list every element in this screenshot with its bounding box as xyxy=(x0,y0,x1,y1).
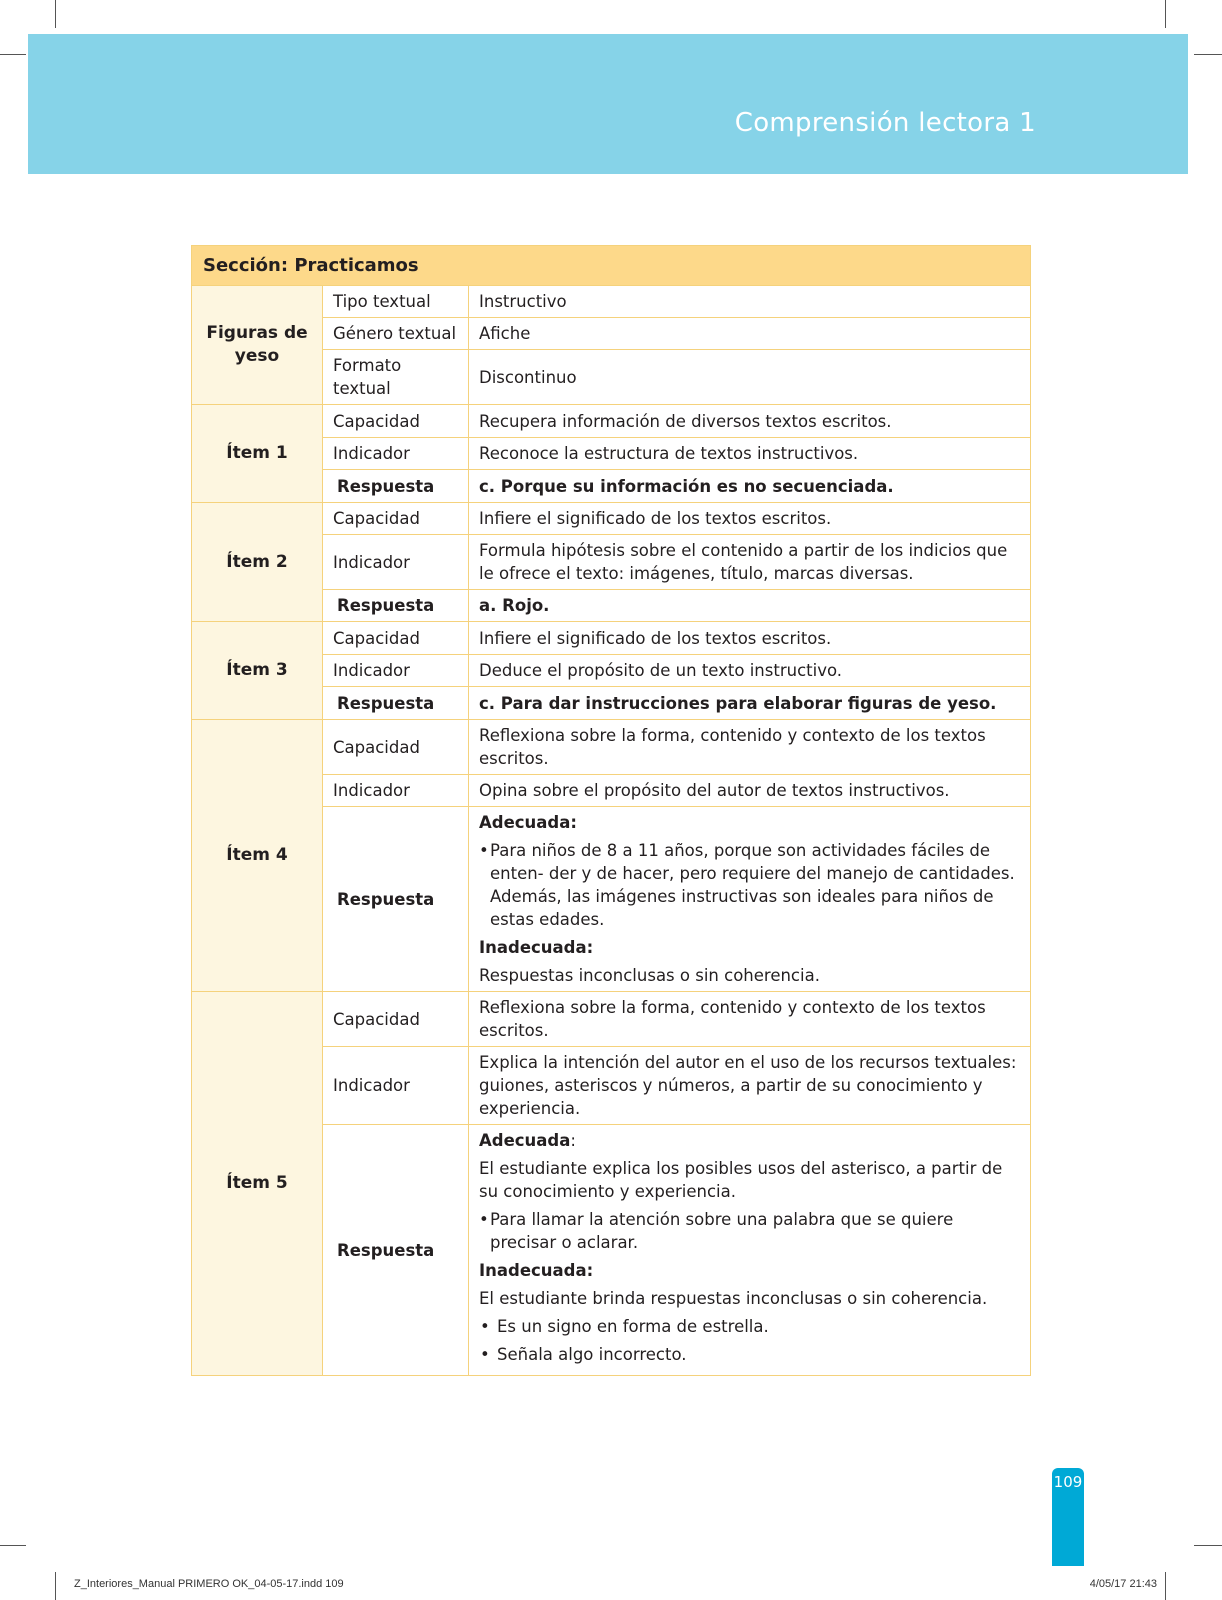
crop-mark xyxy=(55,0,56,28)
crop-mark xyxy=(0,1545,26,1546)
adecuada-text: El estudiante explica los posibles usos del asterisco, a partir de su conocimiento y experiencia. xyxy=(479,1159,1003,1201)
page-number: 109 xyxy=(1053,1473,1083,1491)
row-label: Respuesta xyxy=(323,1125,469,1376)
bullet-text: Para llamar la atención sobre una palabra que se quiere precisar o aclarar. xyxy=(490,1210,954,1252)
row-value: Reconoce la estructura de textos instructivos. xyxy=(469,438,1031,470)
row-label: Género textual xyxy=(323,318,469,350)
section-title: Sección: Practicamos xyxy=(192,246,1031,286)
bullet-marker: • xyxy=(480,1317,490,1336)
row-label: Indicador xyxy=(323,775,469,807)
row-label: Capacidad xyxy=(323,405,469,438)
row-label: Respuesta xyxy=(323,470,469,503)
file-slug: Z_Interiores_Manual PRIMERO OK_04-05-17.indd 109 xyxy=(74,1578,344,1590)
table-row xyxy=(192,622,1031,655)
adecuada-heading-line xyxy=(479,1129,1020,1152)
bullet-item xyxy=(479,1343,1020,1366)
crop-mark xyxy=(55,1572,56,1600)
answer-value: c. Porque su información es no secuenciada. xyxy=(469,470,1031,503)
table-row xyxy=(192,720,1031,775)
row-label: Respuesta xyxy=(323,590,469,622)
table-row xyxy=(192,405,1031,438)
group-cell-item-3: Ítem 3 xyxy=(192,622,323,720)
answer-block xyxy=(469,807,1031,992)
row-value: Explica la intención del autor en el uso de los recursos textuales: guiones, asteriscos y números, a partir de su conocimiento y experiencia. xyxy=(469,1047,1031,1125)
row-label: Formato textual xyxy=(323,350,469,405)
table-row xyxy=(192,503,1031,535)
table-row xyxy=(192,286,1031,318)
row-value: Opina sobre el propósito del autor de textos instructivos. xyxy=(469,775,1031,807)
table-row xyxy=(192,992,1031,1047)
row-value: Recupera información de diversos textos escritos. xyxy=(469,405,1031,438)
crop-mark xyxy=(1165,1572,1166,1600)
adecuada-heading: Adecuada xyxy=(479,1131,571,1150)
row-value: Reflexiona sobre la forma, contenido y contexto de los textos escritos. xyxy=(469,720,1031,775)
inadecuada-text: Respuestas inconclusas o sin coherencia. xyxy=(479,966,820,985)
bullet-item xyxy=(479,839,1020,931)
bullet-item xyxy=(479,1208,1020,1254)
group-cell-item-2: Ítem 2 xyxy=(192,503,323,622)
row-label: Indicador xyxy=(323,655,469,687)
crop-mark xyxy=(0,54,26,55)
inadecuada-heading: Inadecuada: xyxy=(479,1261,594,1280)
bullet-marker: • xyxy=(479,841,489,860)
bullet-marker: • xyxy=(479,1210,489,1229)
row-label: Indicador xyxy=(323,438,469,470)
section-header-row xyxy=(192,246,1031,286)
row-value: Infiere el significado de los textos escritos. xyxy=(469,622,1031,655)
inadecuada-text: El estudiante brinda respuestas inconclusas o sin coherencia. xyxy=(479,1289,988,1308)
row-label: Respuesta xyxy=(323,807,469,992)
date-slug: 4/05/17 21:43 xyxy=(1089,1578,1157,1590)
answer-block xyxy=(469,1125,1031,1376)
row-value: Afiche xyxy=(469,318,1031,350)
row-label: Capacidad xyxy=(323,622,469,655)
group-cell-item-4: Ítem 4 xyxy=(192,720,323,992)
crop-mark xyxy=(1194,1545,1222,1546)
row-value: Discontinuo xyxy=(469,350,1031,405)
crop-mark xyxy=(1194,54,1222,55)
bullet-text: Es un signo en forma de estrella. xyxy=(497,1317,769,1336)
row-value: Reflexiona sobre la forma, contenido y contexto de los textos escritos. xyxy=(469,992,1031,1047)
adecuada-colon: : xyxy=(570,1131,576,1150)
row-label: Indicador xyxy=(323,535,469,590)
practice-table xyxy=(191,245,1031,1376)
bullet-marker: • xyxy=(480,1345,490,1364)
bullet-item xyxy=(479,1315,1020,1338)
group-cell-item-1: Ítem 1 xyxy=(192,405,323,503)
page-header-title: Comprensión lectora 1 xyxy=(734,108,1036,138)
row-value: Formula hipótesis sobre el contenido a partir de los indicios que le ofrece el texto: imágenes, título, marcas diversas. xyxy=(469,535,1031,590)
inadecuada-heading: Inadecuada: xyxy=(479,938,594,957)
group-cell-item-5: Ítem 5 xyxy=(192,992,323,1376)
bullet-text: Para niños de 8 a 11 años, porque son actividades fáciles de enten- der y de hacer, pero requiere del manejo de cantidades. Además, las imágenes instructivas son ideales para niños de estas edades. xyxy=(490,841,1015,929)
row-label: Indicador xyxy=(323,1047,469,1125)
crop-mark xyxy=(1165,0,1166,28)
adecuada-heading: Adecuada: xyxy=(479,813,577,832)
row-value: Deduce el propósito de un texto instructivo. xyxy=(469,655,1031,687)
row-label: Capacidad xyxy=(323,992,469,1047)
answer-value: a. Rojo. xyxy=(469,590,1031,622)
header-band xyxy=(28,34,1188,174)
row-label: Capacidad xyxy=(323,503,469,535)
row-label: Capacidad xyxy=(323,720,469,775)
row-label: Respuesta xyxy=(323,687,469,720)
row-label: Tipo textual xyxy=(323,286,469,318)
bullet-text: Señala algo incorrecto. xyxy=(497,1345,687,1364)
row-value: Instructivo xyxy=(469,286,1031,318)
row-value: Infiere el significado de los textos escritos. xyxy=(469,503,1031,535)
answer-value: c. Para dar instrucciones para elaborar figuras de yeso. xyxy=(469,687,1031,720)
group-cell-figuras-de-yeso: Figuras de yeso xyxy=(192,286,323,405)
